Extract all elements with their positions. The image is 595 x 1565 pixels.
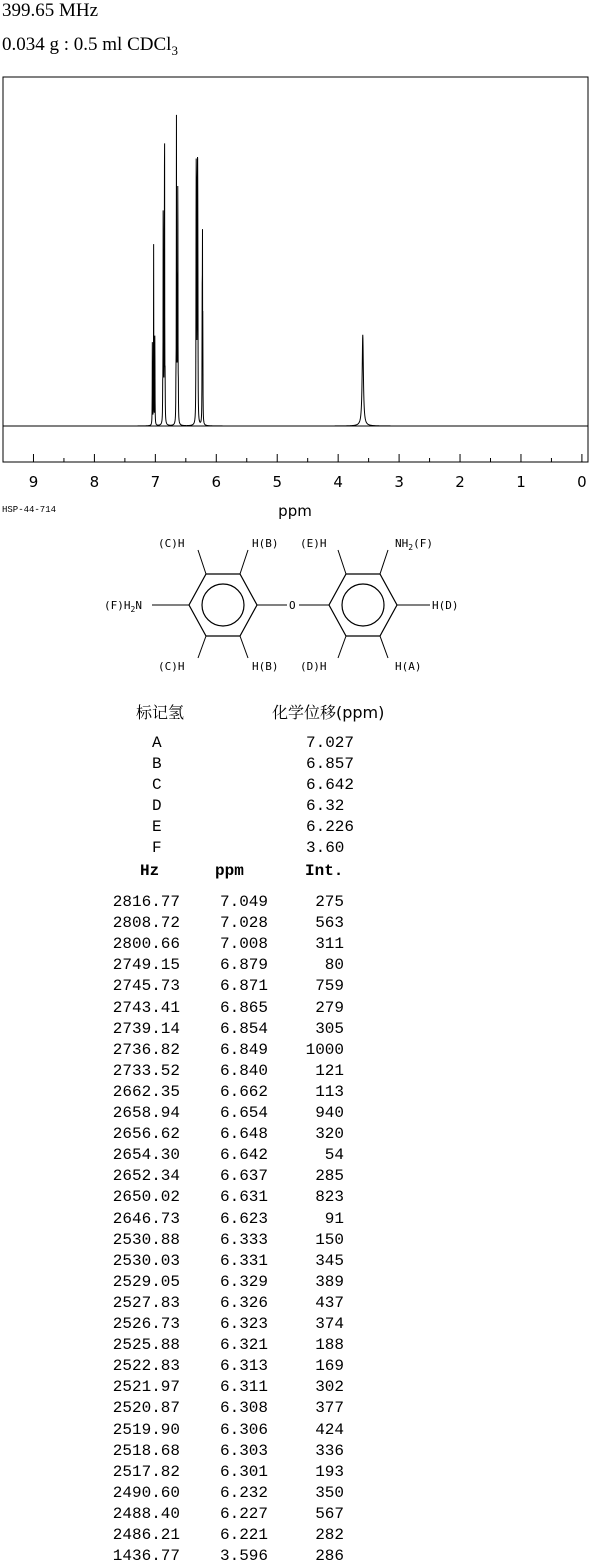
peak-ppm-value: 7.049	[219, 893, 268, 911]
peak-hz-value: 2662.35	[112, 1082, 180, 1101]
peak-ppm-value: 6.631	[219, 1188, 268, 1207]
peak-ppm-value: 6.306	[219, 1420, 268, 1439]
label-c-bottom: (C)H	[158, 660, 185, 673]
peak-ppm-value: 6.303	[219, 1441, 268, 1460]
peak-ppm-value: 6.871	[219, 977, 268, 996]
x-tick-label: 8	[89, 473, 100, 491]
peak-ppm-value: 6.637	[219, 1167, 268, 1186]
f-left-prefix: (F)H	[104, 599, 131, 612]
peak-hz-value: 2749.15	[112, 956, 180, 975]
peak-ppm-value: 6.308	[219, 1399, 268, 1418]
peak-intensity-value: 91	[324, 1209, 344, 1228]
peak-intensity-value: 1000	[305, 1040, 344, 1059]
peak-ppm-value: 6.648	[219, 1125, 268, 1144]
left-aromatic-circle	[202, 584, 244, 626]
peak-hz-value: 2521.97	[112, 1378, 180, 1397]
peak-ppm-value: 6.333	[219, 1230, 268, 1249]
assignment-chemical-shift: 6.857	[306, 755, 355, 773]
x-tick-label: 3	[394, 473, 404, 491]
peak-header-ppm: ppm	[215, 862, 244, 880]
peak-hz-value: 2650.02	[112, 1188, 180, 1207]
peak-intensity-value: 80	[324, 956, 344, 975]
peak-intensity-value: 567	[315, 1504, 344, 1523]
peak-ppm-value: 6.313	[219, 1357, 268, 1376]
peak-intensity-value: 302	[315, 1378, 344, 1397]
x-tick-label: 5	[272, 473, 282, 491]
peak-intensity-value: 563	[315, 914, 344, 933]
peak-ppm-value: 7.028	[219, 914, 268, 933]
peak-intensity-value: 113	[315, 1082, 344, 1101]
peak-ppm-value: 6.232	[219, 1483, 268, 1502]
peak-intensity-value: 374	[315, 1315, 344, 1333]
peak-intensity-value: 54	[324, 1146, 344, 1165]
assignment-proton-label: E	[152, 818, 162, 836]
label-b-bottom: H(B)	[252, 660, 279, 673]
right-aromatic-circle	[342, 584, 384, 626]
molecule-structure	[90, 530, 480, 680]
x-tick-label: 4	[333, 473, 343, 491]
sample-subscript: 3	[171, 42, 178, 58]
peak-ppm-value: 6.623	[219, 1209, 268, 1228]
peak-hz-value: 2530.03	[112, 1251, 180, 1270]
peak-hz-value: 2488.40	[112, 1504, 180, 1523]
peak-ppm-value: 6.227	[219, 1504, 268, 1523]
peak-intensity-value: 121	[315, 1061, 344, 1080]
label-d-right: H(D)	[432, 599, 459, 612]
peak-intensity-value: 437	[315, 1293, 344, 1312]
peak-hz-value: 1436.77	[112, 1547, 180, 1565]
label-oxygen: O	[289, 599, 296, 612]
plot-frame	[3, 77, 588, 462]
peak-hz-value: 2517.82	[112, 1462, 180, 1481]
peak-intensity-value: 188	[315, 1336, 344, 1355]
peak-hz-value: 2733.52	[112, 1061, 180, 1080]
peak-intensity-value: 279	[315, 998, 344, 1017]
peak-intensity-value: 336	[315, 1441, 344, 1460]
peak-ppm-value: 6.329	[219, 1272, 268, 1291]
nh2-suffix: (F)	[413, 537, 433, 550]
right-benzene-ring	[329, 574, 397, 636]
sample-text: 0.034 g : 0.5 ml CDCl	[2, 34, 172, 55]
label-a-bottom: H(A)	[395, 660, 422, 673]
peak-hz-value: 2525.88	[112, 1336, 180, 1355]
label-b-top: H(B)	[252, 537, 279, 550]
peak-hz-value: 2526.73	[112, 1315, 180, 1333]
f-left-sub: 2	[130, 605, 136, 614]
label-nh2-f	[395, 537, 433, 552]
assignment-chemical-shift: 6.642	[306, 776, 355, 794]
x-tick-label: 1	[516, 473, 526, 491]
peak-hz-value: 2490.60	[112, 1483, 180, 1502]
spectrum-trace	[3, 115, 588, 426]
assignment-header-shift: 化学位移(ppm)	[272, 703, 385, 722]
peak-intensity-value: 275	[315, 893, 344, 911]
peak-intensity-value: 320	[315, 1125, 344, 1144]
peak-hz-value: 2743.41	[112, 998, 180, 1017]
peak-ppm-value: 6.642	[219, 1146, 268, 1165]
label-e-top: (E)H	[300, 537, 327, 550]
x-axis-label: ppm	[278, 502, 312, 520]
peak-intensity-value: 350	[315, 1483, 344, 1502]
peak-hz-value: 2808.72	[112, 914, 180, 933]
peak-hz-value: 2658.94	[112, 1104, 180, 1122]
peak-intensity-value: 193	[315, 1462, 344, 1481]
peak-ppm-value: 6.854	[219, 1019, 268, 1038]
peak-ppm-value: 6.301	[219, 1462, 268, 1481]
peak-hz-value: 2646.73	[112, 1209, 180, 1228]
nh2-text: NH	[395, 537, 409, 550]
peak-hz-value: 2656.62	[112, 1125, 180, 1144]
peak-hz-value: 2522.83	[112, 1357, 180, 1376]
peak-intensity-value: 282	[315, 1526, 344, 1544]
peak-ppm-value: 6.879	[219, 956, 268, 975]
peak-hz-value: 2519.90	[112, 1420, 180, 1439]
label-c-top: (C)H	[158, 537, 185, 550]
peak-ppm-value: 6.321	[219, 1336, 268, 1355]
peak-hz-value: 2816.77	[112, 893, 180, 911]
assignment-proton-label: C	[152, 776, 162, 794]
peak-hz-value: 2736.82	[112, 1040, 180, 1059]
assignment-proton-label: A	[152, 734, 162, 752]
peak-intensity-value: 286	[315, 1547, 344, 1565]
peak-hz-value: 2739.14	[112, 1019, 180, 1038]
peak-intensity-value: 345	[315, 1251, 344, 1270]
assignment-chemical-shift: 7.027	[306, 734, 355, 752]
assignment-chemical-shift: 3.60	[306, 839, 345, 857]
sample-code: HSP-44-714	[2, 505, 57, 515]
peak-header-int: Int.	[305, 862, 344, 880]
peak-ppm-value: 6.323	[219, 1315, 268, 1333]
x-tick-label: 9	[28, 473, 39, 491]
peak-hz-value: 2527.83	[112, 1293, 180, 1312]
x-tick-label: 6	[211, 473, 222, 491]
x-tick-label: 0	[577, 473, 587, 491]
peak-intensity-value: 389	[315, 1272, 344, 1291]
peak-intensity-value: 424	[315, 1420, 344, 1439]
assignment-chemical-shift: 6.32	[306, 797, 345, 815]
f-left-suffix: N	[135, 599, 142, 612]
peak-ppm-value: 6.865	[219, 998, 268, 1017]
peak-ppm-value: 6.849	[219, 1040, 268, 1059]
x-tick-label: 7	[150, 473, 161, 491]
peak-ppm-value: 6.840	[219, 1061, 268, 1080]
assignment-proton-label: F	[152, 839, 162, 857]
peak-intensity-value: 169	[315, 1357, 344, 1376]
peak-ppm-value: 6.221	[219, 1526, 268, 1544]
peak-ppm-value: 6.326	[219, 1293, 268, 1312]
peak-ppm-value: 6.311	[219, 1378, 268, 1397]
peak-intensity-value: 759	[315, 977, 344, 996]
sample-concentration	[2, 34, 178, 59]
nmr-spectrum-chart	[0, 70, 595, 520]
peak-intensity-value: 311	[315, 935, 344, 954]
assignment-proton-label: D	[152, 797, 162, 815]
peak-ppm-value: 3.596	[219, 1547, 268, 1565]
nh2-sub: 2	[408, 543, 414, 552]
peak-hz-value: 2652.34	[112, 1167, 180, 1186]
peak-intensity-value: 150	[315, 1230, 344, 1249]
label-f-left	[104, 599, 142, 614]
x-tick-label: 2	[455, 473, 465, 491]
peak-hz-value: 2486.21	[112, 1526, 180, 1544]
peak-hz-value: 2520.87	[112, 1399, 180, 1418]
left-benzene-ring	[189, 574, 257, 636]
peak-intensity-value: 940	[315, 1104, 344, 1122]
peak-intensity-value: 377	[315, 1399, 344, 1418]
peak-intensity-value: 305	[315, 1019, 344, 1038]
peak-ppm-value: 6.654	[219, 1104, 268, 1122]
peak-ppm-value: 7.008	[219, 935, 268, 954]
x-axis-tick-labels	[29, 473, 587, 491]
label-d-bottom: (D)H	[300, 660, 327, 673]
peak-ppm-value: 6.331	[219, 1251, 268, 1270]
peak-hz-value: 2800.66	[112, 935, 180, 954]
peak-ppm-value: 6.662	[219, 1082, 268, 1101]
assignment-chemical-shift: 6.226	[306, 818, 355, 836]
assignment-header-label: 标记氢	[136, 703, 185, 722]
peak-hz-value: 2530.88	[112, 1230, 180, 1249]
peak-intensity-value: 285	[315, 1167, 344, 1186]
peak-hz-value: 2529.05	[112, 1272, 180, 1291]
peak-hz-value: 2518.68	[112, 1441, 180, 1460]
peak-hz-value: 2745.73	[112, 977, 180, 996]
peak-intensity-value: 823	[315, 1188, 344, 1207]
peak-header-hz: Hz	[140, 862, 160, 880]
spectrometer-frequency: 399.65 MHz	[2, 0, 99, 21]
peak-hz-value: 2654.30	[112, 1146, 180, 1165]
assignment-proton-label: B	[152, 755, 162, 773]
